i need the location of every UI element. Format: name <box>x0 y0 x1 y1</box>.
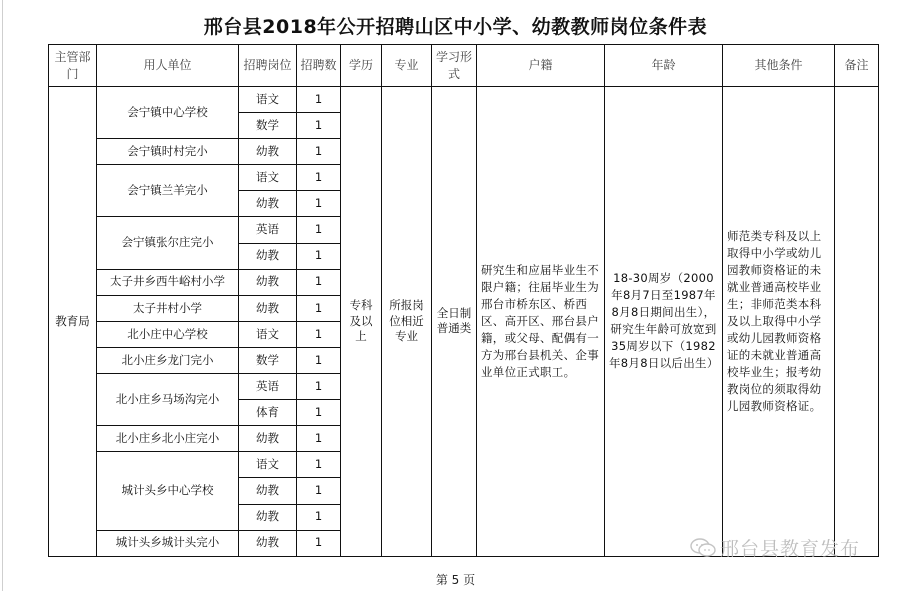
count-cell: 1 <box>297 452 341 478</box>
unit-name: 北小庄乡北小庄完小 <box>97 426 239 452</box>
unit-name: 北小庄乡龙门完小 <box>97 347 239 373</box>
header-study-form: 学习形式 <box>432 45 477 87</box>
unit-name: 太子井乡西牛峪村小学 <box>97 269 239 295</box>
count-cell: 1 <box>297 478 341 504</box>
count-cell: 1 <box>297 217 341 243</box>
unit-name: 北小庄中心学校 <box>97 321 239 347</box>
education-cell-text: 专科及以上 <box>349 298 373 344</box>
header-major: 专业 <box>382 45 432 87</box>
recruitment-table <box>48 44 879 557</box>
position-cell: 幼教 <box>239 269 297 295</box>
position-cell: 幼教 <box>239 295 297 321</box>
table-row <box>49 87 879 113</box>
position-cell: 语文 <box>239 452 297 478</box>
count-cell: 1 <box>297 139 341 165</box>
count-cell: 1 <box>297 269 341 295</box>
unit-name: 城计头乡中心学校 <box>97 452 239 530</box>
count-cell: 1 <box>297 113 341 139</box>
count-cell: 1 <box>297 426 341 452</box>
unit-name: 会宁镇张尔庄完小 <box>97 217 239 269</box>
position-cell: 数学 <box>239 347 297 373</box>
position-cell: 英语 <box>239 217 297 243</box>
count-cell: 1 <box>297 191 341 217</box>
count-cell: 1 <box>297 165 341 191</box>
header-row <box>49 45 879 87</box>
watermark-text: 邢台县教育发布 <box>720 538 861 560</box>
study-form-cell <box>432 87 477 557</box>
count-cell: 1 <box>297 400 341 426</box>
hukou-cell <box>477 87 605 557</box>
count-cell: 1 <box>297 87 341 113</box>
other-cell-text: 师范类专科及以上取得中小学或幼儿园教师资格证的未就业普通高校毕业生；非师范类本科及以上取得中小学或幼儿园教师资格证的未就业普通高校毕业生；报考幼教岗位的须取得幼儿园教师资格证。 <box>727 228 822 413</box>
wechat-icon <box>690 538 716 558</box>
unit-name: 北小庄乡马场沟完小 <box>97 374 239 426</box>
header-count: 招聘数 <box>297 45 341 87</box>
position-cell: 幼教 <box>239 478 297 504</box>
page-edge <box>2 0 3 591</box>
position-cell: 幼教 <box>239 139 297 165</box>
education-cell <box>341 87 382 557</box>
page-title: 邢台县2018年公开招聘山区中小学、幼教教师岗位条件表 <box>203 16 708 38</box>
position-cell: 幼教 <box>239 426 297 452</box>
hukou-cell-text: 研究生和应届毕业生不限户籍；往届毕业生为邢台市桥东区、桥西区、高开区、邢台县户籍，或父母、配偶有一方为邢台县机关、企事业单位正式职工。 <box>481 262 599 379</box>
position-cell: 幼教 <box>239 243 297 269</box>
remark-cell <box>835 87 879 557</box>
count-cell: 1 <box>297 295 341 321</box>
count-cell: 1 <box>297 321 341 347</box>
major-cell <box>382 87 432 557</box>
unit-name: 太子井村小学 <box>97 295 239 321</box>
header-dept: 主管部门 <box>49 45 97 87</box>
watermark <box>690 534 860 561</box>
header-hukou: 户籍 <box>477 45 605 87</box>
header-age: 年龄 <box>605 45 723 87</box>
header-remark: 备注 <box>835 45 879 87</box>
position-cell: 幼教 <box>239 504 297 530</box>
count-cell: 1 <box>297 374 341 400</box>
position-cell: 语文 <box>239 321 297 347</box>
unit-name: 会宁镇时村完小 <box>97 139 239 165</box>
count-cell: 1 <box>297 504 341 530</box>
position-cell: 幼教 <box>239 530 297 556</box>
other-cell <box>723 87 835 557</box>
unit-name: 城计头乡城计头完小 <box>97 530 239 556</box>
position-cell: 数学 <box>239 113 297 139</box>
header-other: 其他条件 <box>723 45 835 87</box>
header-education: 学历 <box>341 45 382 87</box>
position-cell: 英语 <box>239 374 297 400</box>
age-cell <box>605 87 723 557</box>
unit-name: 会宁镇兰羊完小 <box>97 165 239 217</box>
count-cell: 1 <box>297 347 341 373</box>
count-cell: 1 <box>297 530 341 556</box>
major-cell-text: 所报岗位相近专业 <box>389 298 424 344</box>
position-cell: 语文 <box>239 165 297 191</box>
dept-cell <box>49 87 97 557</box>
position-cell: 幼教 <box>239 191 297 217</box>
unit-name: 会宁镇中心学校 <box>97 87 239 139</box>
header-position: 招聘岗位 <box>239 45 297 87</box>
study-form-cell-text: 全日制普通类 <box>436 305 472 336</box>
position-cell: 语文 <box>239 87 297 113</box>
age-cell-text: 18-30周岁（2000年8月7日至1987年8月8日期间出生），研究生年龄可放宽到35周岁以下（1982年8月8日以后出生） <box>609 271 719 371</box>
dept-cell-text: 教育局 <box>55 313 90 328</box>
count-cell: 1 <box>297 243 341 269</box>
header-unit: 用人单位 <box>97 45 239 87</box>
page-number: 第 5 页 <box>435 573 476 587</box>
position-cell: 体育 <box>239 400 297 426</box>
